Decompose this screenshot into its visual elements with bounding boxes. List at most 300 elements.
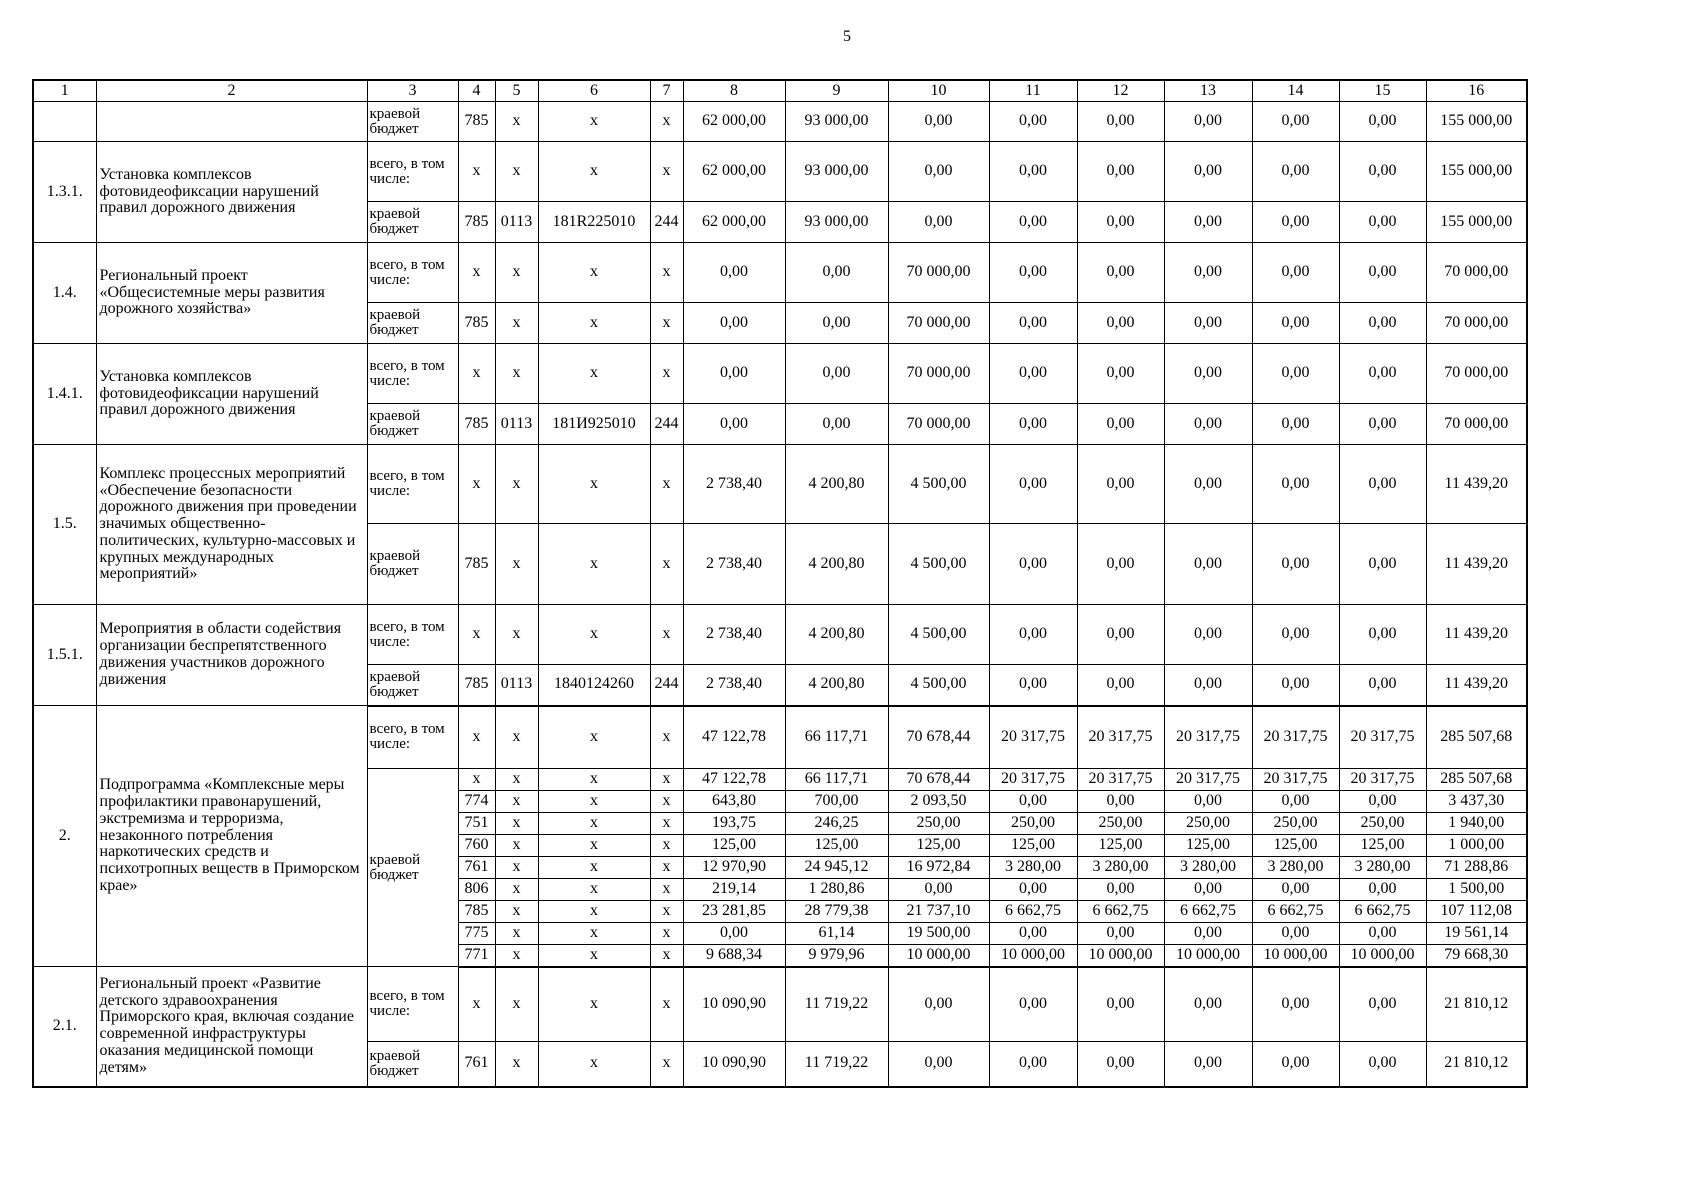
table-cell: 93 000,00	[785, 142, 888, 202]
table-cell: 10 000,00	[989, 945, 1077, 967]
table-cell: 4 200,80	[785, 524, 888, 605]
table-cell: 4 200,80	[785, 665, 888, 706]
table-cell: 1840124260	[538, 665, 650, 706]
table-cell: 285 507,68	[1426, 706, 1527, 769]
table-cell: 643,80	[683, 791, 785, 813]
column-header: 4	[458, 80, 495, 102]
table-cell: 11 439,20	[1426, 445, 1527, 524]
funding-source-cell: всего, в том числе:	[367, 605, 458, 665]
table-cell: 0,00	[1339, 243, 1426, 303]
table-cell: 250,00	[1164, 813, 1252, 835]
column-header: 2	[96, 80, 367, 102]
table-cell: 0113	[495, 404, 538, 445]
table-cell: 20 317,75	[1252, 706, 1339, 769]
table-cell: 125,00	[1252, 835, 1339, 857]
item-number-cell: 1.3.1.	[33, 142, 96, 243]
table-cell: 700,00	[785, 791, 888, 813]
table-cell: x	[650, 524, 683, 605]
table-cell: x	[495, 142, 538, 202]
table-cell: x	[495, 1042, 538, 1087]
table-cell: 21 737,10	[888, 901, 989, 923]
table-cell: x	[538, 524, 650, 605]
table-row	[33, 243, 1527, 303]
table-cell: 0,00	[1339, 142, 1426, 202]
table-cell: x	[495, 303, 538, 344]
table-cell: 0,00	[1252, 404, 1339, 445]
table-cell: 761	[458, 1042, 495, 1087]
table-cell: 6 662,75	[1077, 901, 1164, 923]
table-cell: 0,00	[1252, 605, 1339, 665]
table-cell: 0113	[495, 202, 538, 243]
table-cell: x	[495, 102, 538, 142]
table-cell: 0,00	[1339, 879, 1426, 901]
table-cell: 70 000,00	[1426, 303, 1527, 344]
table-cell: 250,00	[1077, 813, 1164, 835]
table-cell: x	[650, 344, 683, 404]
table-cell: 0,00	[1339, 967, 1426, 1042]
table-cell: 0,00	[1164, 879, 1252, 901]
funding-source-cell: краевой бюджет	[367, 202, 458, 243]
table-cell: 3 437,30	[1426, 791, 1527, 813]
table-cell: 2 738,40	[683, 524, 785, 605]
table-row	[33, 445, 1527, 524]
table-cell: 0,00	[1252, 344, 1339, 404]
table-cell: 11 439,20	[1426, 665, 1527, 706]
table-cell: 0,00	[1252, 102, 1339, 142]
table-cell: x	[458, 445, 495, 524]
table-cell: x	[495, 445, 538, 524]
table-cell: 785	[458, 202, 495, 243]
table-cell: 0,00	[1077, 605, 1164, 665]
table-cell: 0,00	[1164, 102, 1252, 142]
table-cell: 785	[458, 102, 495, 142]
table-cell: 785	[458, 901, 495, 923]
funding-source-cell: краевой бюджет	[367, 665, 458, 706]
table-cell: 0,00	[1339, 1042, 1426, 1087]
table-cell: x	[650, 967, 683, 1042]
table-cell: x	[538, 243, 650, 303]
table-cell: 0,00	[1077, 791, 1164, 813]
table-cell: x	[650, 791, 683, 813]
table-cell: x	[458, 142, 495, 202]
table-cell: x	[650, 706, 683, 769]
table-cell: 806	[458, 879, 495, 901]
table-cell: 70 000,00	[888, 243, 989, 303]
table-cell: 0,00	[1252, 303, 1339, 344]
table-cell: 250,00	[1339, 813, 1426, 835]
table-cell: x	[495, 791, 538, 813]
table-cell: 61,14	[785, 923, 888, 945]
table-cell: x	[458, 243, 495, 303]
table-cell: 0,00	[1339, 524, 1426, 605]
table-cell: 125,00	[989, 835, 1077, 857]
table-cell: 71 288,86	[1426, 857, 1527, 879]
table-cell: x	[458, 769, 495, 791]
table-cell: 70 000,00	[1426, 404, 1527, 445]
table-cell: x	[650, 445, 683, 524]
table-cell: 0,00	[1164, 344, 1252, 404]
table-cell: 66 117,71	[785, 706, 888, 769]
table-cell: 125,00	[888, 835, 989, 857]
table-cell: 0,00	[1252, 665, 1339, 706]
table-cell: x	[495, 879, 538, 901]
table-cell: 0,00	[989, 791, 1077, 813]
table-cell: 66 117,71	[785, 769, 888, 791]
table-cell: 0,00	[989, 102, 1077, 142]
table-cell: x	[538, 769, 650, 791]
column-header: 7	[650, 80, 683, 102]
table-cell: x	[538, 344, 650, 404]
table-cell: x	[650, 945, 683, 967]
table-cell: 10 090,90	[683, 1042, 785, 1087]
item-name-cell: Региональный проект «Общесистемные меры развития дорожного хозяйства»	[96, 243, 367, 344]
table-cell: 760	[458, 835, 495, 857]
table-cell: x	[458, 967, 495, 1042]
table-cell: 0,00	[1164, 404, 1252, 445]
table-cell: 79 668,30	[1426, 945, 1527, 967]
table-cell: x	[495, 605, 538, 665]
table-cell: 10 000,00	[1252, 945, 1339, 967]
table-cell: 0,00	[989, 303, 1077, 344]
table-cell: 761	[458, 857, 495, 879]
table-cell: 0,00	[989, 524, 1077, 605]
table-cell: 125,00	[1164, 835, 1252, 857]
table-cell: 0,00	[1164, 605, 1252, 665]
table-cell: 70 000,00	[888, 404, 989, 445]
table-cell: 0,00	[1077, 102, 1164, 142]
item-number-cell: 1.4.	[33, 243, 96, 344]
table-cell: x	[458, 344, 495, 404]
table-cell: x	[650, 303, 683, 344]
table-cell: 155 000,00	[1426, 102, 1527, 142]
table-cell: 0,00	[1077, 1042, 1164, 1087]
table-cell: 20 317,75	[1164, 769, 1252, 791]
table-cell: 0,00	[989, 202, 1077, 243]
table-cell: 20 317,75	[1339, 706, 1426, 769]
table-cell: 70 000,00	[1426, 344, 1527, 404]
table-cell: x	[538, 835, 650, 857]
table-cell: 0,00	[1252, 202, 1339, 243]
table-cell: 10 000,00	[1077, 945, 1164, 967]
table-cell: 0,00	[1077, 923, 1164, 945]
table-cell: 19 561,14	[1426, 923, 1527, 945]
table-cell: 2 738,40	[683, 605, 785, 665]
table-cell: 0,00	[1252, 445, 1339, 524]
table-cell: x	[650, 857, 683, 879]
table-cell: 0,00	[1077, 404, 1164, 445]
item-name-cell: Мероприятия в области содействия организации беспрепятственного движения участников дорожного движения	[96, 605, 367, 706]
table-cell: 0,00	[683, 303, 785, 344]
table-cell: 0,00	[1077, 524, 1164, 605]
table-cell: 125,00	[683, 835, 785, 857]
table-cell: 219,14	[683, 879, 785, 901]
table-cell: 6 662,75	[989, 901, 1077, 923]
table-cell: x	[650, 923, 683, 945]
table-cell: 6 662,75	[1164, 901, 1252, 923]
table-cell: 0,00	[1339, 445, 1426, 524]
table-cell: 0,00	[1164, 1042, 1252, 1087]
table-cell: 155 000,00	[1426, 202, 1527, 243]
table-cell: 244	[650, 404, 683, 445]
table-cell: 19 500,00	[888, 923, 989, 945]
table-cell: 4 500,00	[888, 605, 989, 665]
table-cell: 24 945,12	[785, 857, 888, 879]
table-cell: 0,00	[989, 142, 1077, 202]
table-cell: 244	[650, 665, 683, 706]
column-header: 12	[1077, 80, 1164, 102]
table-cell: x	[650, 142, 683, 202]
table-cell: 0,00	[888, 1042, 989, 1087]
table-cell: 0,00	[1077, 142, 1164, 202]
table-cell: x	[538, 142, 650, 202]
table-cell: 0,00	[1339, 102, 1426, 142]
funding-source-cell: краевой бюджет	[367, 303, 458, 344]
table-cell: 3 280,00	[1164, 857, 1252, 879]
table-cell: 0,00	[1339, 303, 1426, 344]
table-cell: x	[538, 945, 650, 967]
table-cell: x	[495, 967, 538, 1042]
table-cell: 0,00	[1077, 303, 1164, 344]
table-cell: 0,00	[1164, 142, 1252, 202]
table-cell: 0,00	[683, 923, 785, 945]
table-cell: 0113	[495, 665, 538, 706]
column-header: 15	[1339, 80, 1426, 102]
table-cell: 785	[458, 665, 495, 706]
table-row	[33, 102, 1527, 142]
table-cell: x	[538, 303, 650, 344]
table-header-row	[33, 80, 1527, 102]
table-cell: 0,00	[1252, 967, 1339, 1042]
table-cell: 11 719,22	[785, 1042, 888, 1087]
table-cell: 21 810,12	[1426, 967, 1527, 1042]
table-cell: 774	[458, 791, 495, 813]
table-cell: 0,00	[1164, 923, 1252, 945]
table-cell: 62 000,00	[683, 102, 785, 142]
table-cell: 4 500,00	[888, 524, 989, 605]
table-cell: 2 738,40	[683, 665, 785, 706]
table-cell: 0,00	[1077, 243, 1164, 303]
table-cell: x	[538, 445, 650, 524]
item-name-cell: Подпрограмма «Комплексные меры профилактики правонарушений, экстремизма и терроризма, незаконного потребления наркотических средств и психотропных веществ в Приморском крае»	[96, 706, 367, 967]
item-number-cell: 1.5.1.	[33, 605, 96, 706]
table-cell: 0,00	[1252, 142, 1339, 202]
table-cell: 0,00	[1339, 923, 1426, 945]
column-header: 3	[367, 80, 458, 102]
table-cell: 47 122,78	[683, 706, 785, 769]
table-cell: 775	[458, 923, 495, 945]
table-cell: 70 000,00	[888, 344, 989, 404]
table-cell: 250,00	[989, 813, 1077, 835]
table-row	[33, 706, 1527, 769]
table-cell: 0,00	[989, 243, 1077, 303]
funding-source-cell: краевой бюджет	[367, 102, 458, 142]
table-cell: 10 000,00	[1164, 945, 1252, 967]
table-cell: 21 810,12	[1426, 1042, 1527, 1087]
table-cell: 751	[458, 813, 495, 835]
column-header: 13	[1164, 80, 1252, 102]
table-cell: x	[495, 923, 538, 945]
table-cell: 0,00	[1164, 202, 1252, 243]
table-cell: x	[650, 835, 683, 857]
table-cell: 20 317,75	[1077, 706, 1164, 769]
funding-source-cell: всего, в том числе:	[367, 344, 458, 404]
table-cell: 62 000,00	[683, 202, 785, 243]
column-header: 1	[33, 80, 96, 102]
item-number-cell: 2.	[33, 706, 96, 967]
table-cell: 20 317,75	[1077, 769, 1164, 791]
table-cell: 93 000,00	[785, 202, 888, 243]
table-cell: 250,00	[1252, 813, 1339, 835]
table-cell: 0,00	[1252, 524, 1339, 605]
table-cell: 0,00	[1077, 967, 1164, 1042]
table-cell: 0,00	[683, 404, 785, 445]
column-header: 10	[888, 80, 989, 102]
table-cell: 10 000,00	[888, 945, 989, 967]
table-cell: x	[458, 706, 495, 769]
table-cell: 0,00	[1077, 445, 1164, 524]
table-cell: x	[538, 923, 650, 945]
table-cell: 6 662,75	[1339, 901, 1426, 923]
table-cell: 20 317,75	[1339, 769, 1426, 791]
funding-source-cell: всего, в том числе:	[367, 706, 458, 769]
table-cell: 0,00	[888, 967, 989, 1042]
table-cell: 0,00	[1252, 923, 1339, 945]
table-cell: 0,00	[888, 879, 989, 901]
table-cell: 70 000,00	[1426, 243, 1527, 303]
table-cell: 70 678,44	[888, 706, 989, 769]
table-cell: 23 281,85	[683, 901, 785, 923]
table-cell: 0,00	[1077, 879, 1164, 901]
table-cell: 4 200,80	[785, 605, 888, 665]
table-cell: x	[495, 524, 538, 605]
table-cell: 181R225010	[538, 202, 650, 243]
table-cell: 785	[458, 303, 495, 344]
table-cell: x	[650, 769, 683, 791]
table-cell: 0,00	[1339, 605, 1426, 665]
table-cell: x	[495, 813, 538, 835]
table-cell: 0,00	[785, 303, 888, 344]
table-cell: 0,00	[1252, 1042, 1339, 1087]
table-cell: 0,00	[1077, 202, 1164, 243]
funding-source-cell: краевой бюджет	[367, 404, 458, 445]
table-cell: 0,00	[888, 102, 989, 142]
table-cell: 70 000,00	[888, 303, 989, 344]
table-cell: 785	[458, 524, 495, 605]
table-cell: x	[538, 813, 650, 835]
table-cell: 11 719,22	[785, 967, 888, 1042]
table-row	[33, 142, 1527, 202]
funding-source-cell: краевой бюджет	[367, 1042, 458, 1087]
table-cell: 4 500,00	[888, 665, 989, 706]
table-cell: 70 678,44	[888, 769, 989, 791]
table-cell: 107 112,08	[1426, 901, 1527, 923]
item-name-cell: Региональный проект «Развитие детского здравоохранения Приморского края, включая создание современной инфраструктуры оказания медицинской помощи детям»	[96, 967, 367, 1087]
item-name-cell: Установка комплексов фотовидеофиксации нарушений правил дорожного движения	[96, 344, 367, 445]
table-cell: 125,00	[785, 835, 888, 857]
item-number-cell: 1.5.	[33, 445, 96, 605]
table-row	[33, 344, 1527, 404]
table-cell: x	[538, 791, 650, 813]
table-cell: 0,00	[785, 404, 888, 445]
column-header: 9	[785, 80, 888, 102]
column-header: 11	[989, 80, 1077, 102]
table-cell: x	[650, 901, 683, 923]
table-cell: x	[538, 967, 650, 1042]
table-cell: 155 000,00	[1426, 142, 1527, 202]
table-cell: x	[538, 901, 650, 923]
table-cell: x	[650, 813, 683, 835]
table-cell: 0,00	[888, 142, 989, 202]
table-cell: x	[650, 243, 683, 303]
table-cell: 2 738,40	[683, 445, 785, 524]
table-cell: 0,00	[1164, 303, 1252, 344]
table-cell: 9 688,34	[683, 945, 785, 967]
table-cell: 0,00	[1339, 202, 1426, 243]
table-cell: 4 200,80	[785, 445, 888, 524]
funding-source-cell: всего, в том числе:	[367, 243, 458, 303]
budget-table	[32, 79, 1528, 1088]
table-cell: 3 280,00	[989, 857, 1077, 879]
table-cell: 0,00	[989, 344, 1077, 404]
table-cell: x	[538, 1042, 650, 1087]
table-cell: 9 979,96	[785, 945, 888, 967]
table-cell: x	[495, 243, 538, 303]
table-cell: 0,00	[989, 404, 1077, 445]
table-cell: 0,00	[989, 967, 1077, 1042]
table-cell: 0,00	[888, 202, 989, 243]
table-cell: 47 122,78	[683, 769, 785, 791]
table-cell: x	[495, 945, 538, 967]
table-cell: x	[538, 605, 650, 665]
funding-source-cell: всего, в том числе:	[367, 967, 458, 1042]
table-cell: 3 280,00	[1252, 857, 1339, 879]
table-cell: 20 317,75	[989, 769, 1077, 791]
table-cell: 0,00	[1164, 665, 1252, 706]
table-cell: 1 500,00	[1426, 879, 1527, 901]
table-cell: x	[495, 857, 538, 879]
table-cell: x	[495, 835, 538, 857]
table-cell: 0,00	[1164, 524, 1252, 605]
table-cell: x	[495, 706, 538, 769]
table-cell: 1 940,00	[1426, 813, 1527, 835]
table-cell: 0,00	[989, 879, 1077, 901]
table-cell: 20 317,75	[1252, 769, 1339, 791]
item-number-cell: 2.1.	[33, 967, 96, 1087]
funding-source-cell: краевой бюджет	[367, 524, 458, 605]
column-header: 14	[1252, 80, 1339, 102]
table-cell: 771	[458, 945, 495, 967]
item-number-cell: 1.4.1.	[33, 344, 96, 445]
table-cell: 11 439,20	[1426, 605, 1527, 665]
table-cell: 0,00	[1077, 665, 1164, 706]
table-cell: 244	[650, 202, 683, 243]
table-cell: 0,00	[1339, 344, 1426, 404]
table-cell: 10 000,00	[1339, 945, 1426, 967]
table-cell: 3 280,00	[1339, 857, 1426, 879]
item-name-cell	[96, 102, 367, 142]
column-header: 16	[1426, 80, 1527, 102]
table-cell: 0,00	[683, 344, 785, 404]
table-cell: 193,75	[683, 813, 785, 835]
table-cell: 0,00	[989, 605, 1077, 665]
item-number-cell	[33, 102, 96, 142]
table-cell: 0,00	[1252, 879, 1339, 901]
table-cell: 2 093,50	[888, 791, 989, 813]
table-cell: 6 662,75	[1252, 901, 1339, 923]
table-cell: 3 280,00	[1077, 857, 1164, 879]
funding-source-cell: всего, в том числе:	[367, 445, 458, 524]
table-cell: 250,00	[888, 813, 989, 835]
